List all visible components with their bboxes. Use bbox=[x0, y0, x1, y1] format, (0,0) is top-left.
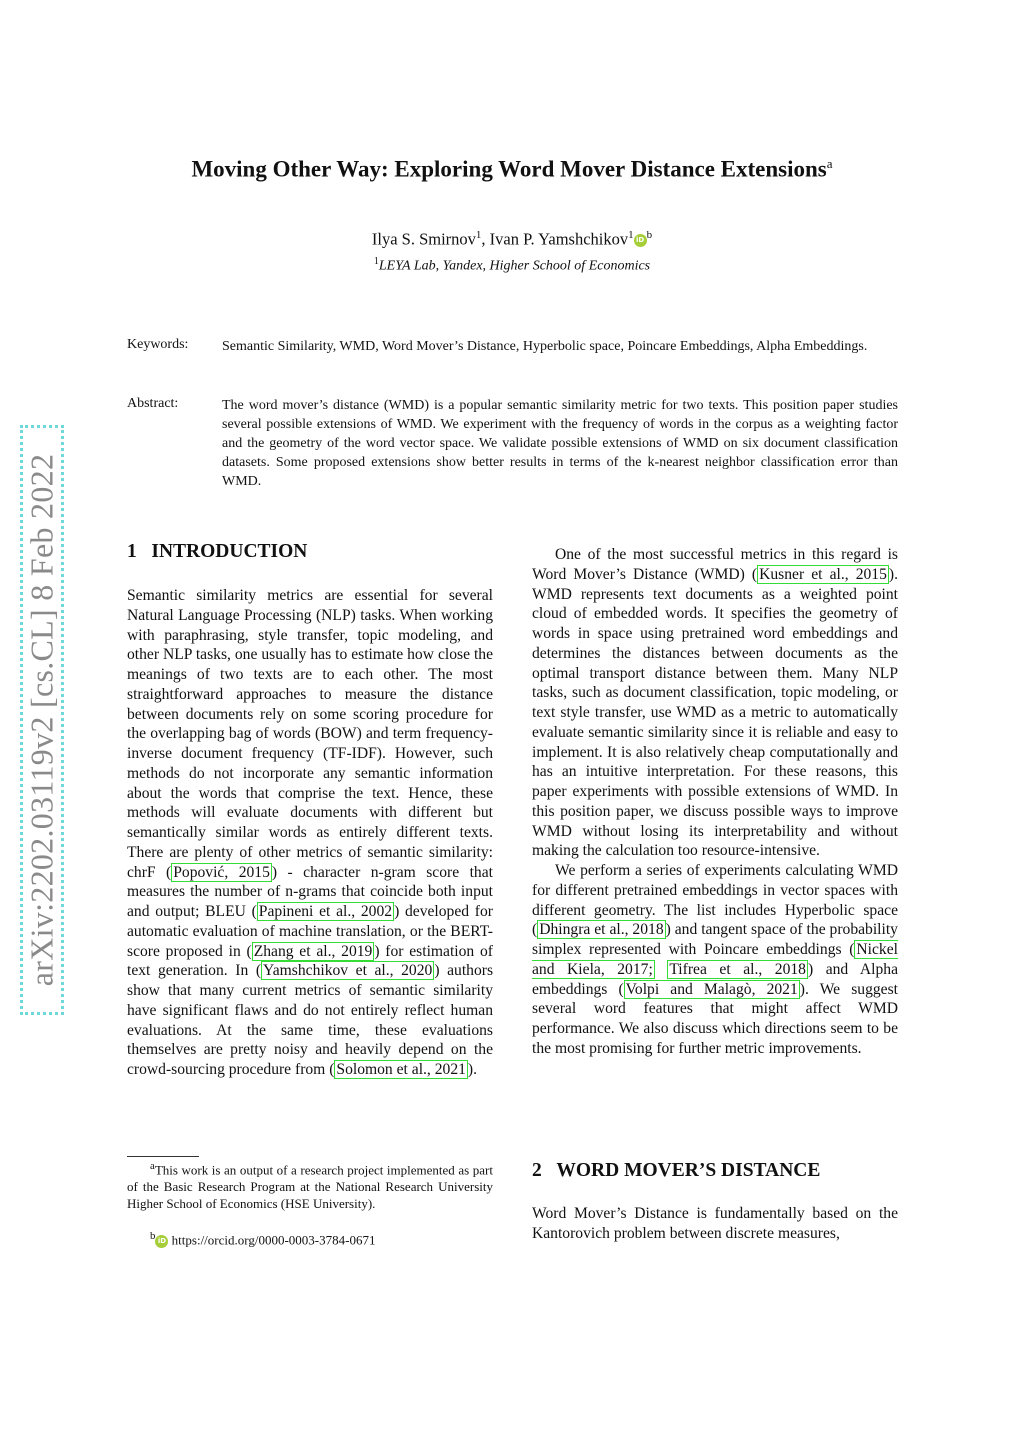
keywords-label: Keywords: bbox=[127, 337, 189, 352]
section-2-heading: 2 WORD MOVER’S DISTANCE bbox=[532, 1160, 821, 1181]
arxiv-identifier: arXiv:2202.03119v2 [cs.CL] 8 Feb 2022 bbox=[23, 453, 60, 987]
citation-solomon[interactable]: Solomon et al., 2021 bbox=[336, 1061, 466, 1078]
affiliation: $^1$LEYA Lab, Yandex, Higher School of Economics bbox=[373, 256, 651, 274]
abstract-label: Abstract: bbox=[127, 396, 179, 411]
citation-tifrea[interactable]: Tifrea et al., 2018 bbox=[669, 960, 806, 978]
author-1: Ilya S. Smirnov bbox=[371, 229, 476, 249]
intro-paragraph: Semantic similarity metrics are essential for several Natural Language Processing (NLP) tasks. When working with paraphrasing, style transfer, topic modeling, and other NLP tasks, one usually has to estimate how close the meanings of two texts are to each other. The most straightforward approaches to measure the distance between documents rely on some scoring procedure for the overlapping bag of words (BOW) and term frequency-inverse document frequency (TF-IDF). However, such methods do not incorporate any semantic information about the words that comprise the text. Hence, these methods will evaluate documents with different but semantically similar words as entirely different texts. There are plenty of other metrics of semantic similarity: chrF ( Popović, 2015 ) - character n-gram score that measures the number of n-grams that coincide both input and output; BLEU ( Papineni et al., 2002 ) developed for automatic evaluation of machine translation, or the BERT-score proposed in ( Zhang et al., 2019 ) for estimation of text generation. In ( Yamshchikov et al., 2020 ) authors show that many current metrics of semantic similarity have significant flaws and do not entirely reflect human evaluations. At the same time, these evaluations themselves are pretty noisy and heavily depend on the crowd-sourcing procedure from ( Solomon et al., 2021 ). bbox=[127, 587, 494, 1078]
section-1-heading: 1 INTRODUCTION bbox=[127, 541, 308, 562]
citation-popovic[interactable]: Popović, 2015 bbox=[173, 863, 270, 881]
footnote-b: $^b$ iD https://orcid.org/0000-0003-3784-0671 bbox=[150, 1230, 376, 1248]
paper-title: Moving Other Way: Exploring Word Mover Distance Extensions$^a$ bbox=[191, 156, 833, 182]
orcid-icon[interactable]: iD bbox=[634, 234, 647, 247]
arxiv-stamp[interactable] bbox=[20, 425, 64, 1015]
orcid-icon: iD bbox=[155, 1235, 168, 1248]
citation-volpi[interactable]: Volpi and Malagò, 2021 bbox=[625, 980, 798, 998]
citation-papineni[interactable]: Papineni et al., 2002 bbox=[258, 903, 393, 920]
section-2-paragraph: Word Mover’s Distance is fundamentally based on the Kantorovich problem between discrete measures, bbox=[532, 1205, 898, 1242]
orcid-link[interactable]: https://orcid.org/0000-0003-3784-0671 bbox=[171, 1232, 376, 1248]
author-2: Ivan P. Yamshchikov bbox=[489, 229, 629, 249]
citation-yamshchikov[interactable]: Yamshchikov et al., 2020 bbox=[263, 962, 433, 980]
right-column bbox=[532, 545, 898, 1059]
footnote-rule bbox=[127, 1156, 199, 1157]
abstract-text: The word mover’s distance (WMD) is a popular semantic similarity metric for two texts. This position paper studies several possible extensions of WMD. We experiment with the frequency of words in the corpus as a weighting factor and the geometry of the word vector space. We validate possible extensions of WMD on six document classification datasets. Some proposed extensions show better results in terms of the k-nearest neighbor classification error than WMD. bbox=[222, 398, 898, 489]
citation-nickel[interactable]: Nickel and Kiela, 2017; bbox=[532, 941, 898, 978]
paragraph-wmd: One of the most successful metrics in this regard is Word Mover’s Distance (WMD) ( Kusner et al., 2015 ). WMD represents text documents as a weighted point cloud of embedded words. It specifies the geometry of words in space using pretrained word embeddings and determines the distances between documents as the optimal transport distance between them. Many NLP tasks, such as document classification, topic modeling, or text style transfer, use WMD as a metric to automatically evaluate semantic similarity since it is reliable and easy to implement. It is also relatively cheap computationally and has an intuitive interpretation. For these reasons, this paper experiments with possible extensions of WMD. In this position paper, we discuss possible ways to improve WMD without losing its interpretability and without making the calculation too resource-intensive. bbox=[532, 546, 898, 860]
title-footnote-mark: a bbox=[826, 156, 833, 171]
paragraph-experiments: We perform a series of experiments calculating WMD for different pretrained embeddings in vector spaces with different geometry. The list includes Hyperbolic space ( Dhingra et al., 2018 ) and tangent space of the probability simplex represented with Poincare embeddings ( Nickel and Kiela, 2017; Tifrea et al., 2018 ) and Alpha embeddings ( Volpi and Malagò, 2021 ). We suggest several word features that might affect WMD performance. We also discuss which directions seem to be the most promising for further metric improvements. bbox=[532, 862, 898, 1057]
citation-zhang[interactable]: Zhang et al., 2019 bbox=[253, 942, 373, 960]
citation-kusner[interactable]: Kusner et al., 2015 bbox=[759, 565, 887, 583]
author-list: Ilya S. Smirnov$^1$, Ivan P. Yamshchikov$^1$ iD $^b$ bbox=[371, 229, 653, 249]
citation-dhingra[interactable]: Dhingra et al., 2018 bbox=[539, 921, 664, 939]
footnote-a: $^a$This work is an output of a research project implemented as part of the Basic Research Program at the National Research University Higher School of Economics (HSE University). bbox=[127, 1160, 493, 1212]
keywords-text: Semantic Similarity, WMD, Word Mover’s Distance, Hyperbolic space, Poincare Embeddings, Alpha Embeddings. bbox=[222, 339, 868, 354]
